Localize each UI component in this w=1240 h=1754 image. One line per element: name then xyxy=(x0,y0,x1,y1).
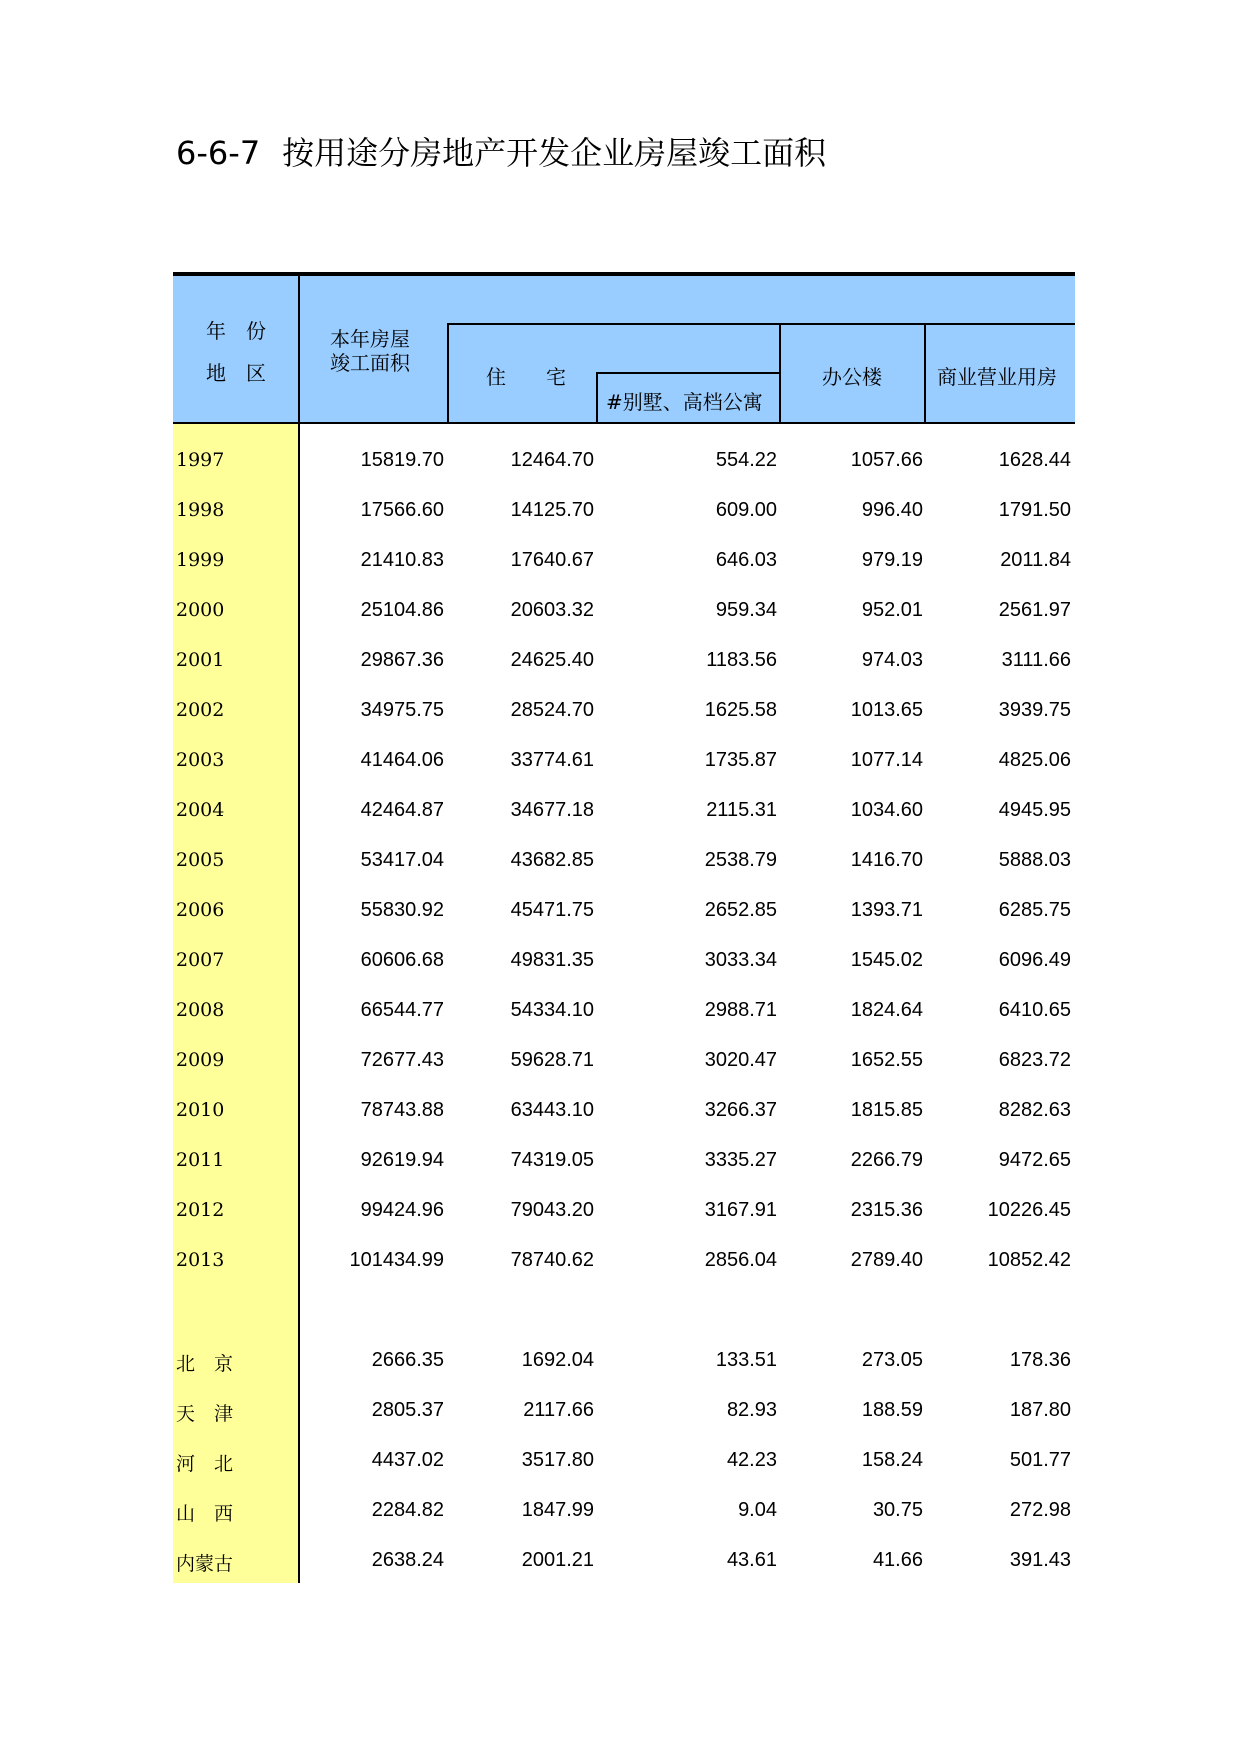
cell-villa: 2652.85 xyxy=(704,899,777,921)
cell-total: 21410.83 xyxy=(360,549,444,571)
cell-villa: 3020.47 xyxy=(704,1049,777,1071)
cell-residential: 49831.35 xyxy=(510,949,594,971)
cell-total: 42464.87 xyxy=(360,799,444,821)
cell-commercial: 178.36 xyxy=(1009,1349,1071,1371)
cell-commercial: 8282.63 xyxy=(998,1099,1071,1121)
cell-total: 92619.94 xyxy=(360,1149,444,1171)
row-label: 2003 xyxy=(176,749,225,771)
header-total xyxy=(330,327,410,375)
cell-office: 1393.71 xyxy=(850,899,923,921)
row-label: 2005 xyxy=(176,849,225,871)
table-title: 按用途分房地产开发企业房屋竣工面积 xyxy=(282,134,827,172)
cell-residential: 34677.18 xyxy=(510,799,594,821)
header-commercial: 商业营业用房 xyxy=(937,365,1057,389)
cell-commercial: 391.43 xyxy=(1009,1549,1071,1571)
table-row-year xyxy=(0,931,1240,981)
cell-villa: 2856.04 xyxy=(704,1249,777,1271)
cell-villa: 2988.71 xyxy=(704,999,777,1021)
table-code: 6-6-7 xyxy=(176,134,261,172)
cell-residential: 74319.05 xyxy=(510,1149,594,1171)
cell-residential: 43682.85 xyxy=(510,849,594,871)
cell-commercial: 4825.06 xyxy=(998,749,1071,771)
table-row-year xyxy=(0,431,1240,481)
table-row-year xyxy=(0,731,1240,781)
row-label: 1997 xyxy=(176,449,225,471)
cell-villa: 646.03 xyxy=(715,549,777,571)
cell-commercial: 6410.65 xyxy=(998,999,1071,1021)
cell-office: 952.01 xyxy=(861,599,923,621)
page-title xyxy=(176,128,826,174)
cell-office: 974.03 xyxy=(861,649,923,671)
cell-total: 29867.36 xyxy=(360,649,444,671)
cell-commercial: 6096.49 xyxy=(998,949,1071,971)
table-row-year xyxy=(0,1181,1240,1231)
cell-office: 273.05 xyxy=(861,1349,923,1371)
cell-office: 979.19 xyxy=(861,549,923,571)
cell-residential: 59628.71 xyxy=(510,1049,594,1071)
cell-commercial: 6823.72 xyxy=(998,1049,1071,1071)
row-label: 内蒙古 xyxy=(176,1553,234,1575)
cell-residential: 1692.04 xyxy=(521,1349,594,1371)
cell-residential: 28524.70 xyxy=(510,699,594,721)
cell-villa: 82.93 xyxy=(726,1399,777,1421)
cell-total: 99424.96 xyxy=(360,1199,444,1221)
cell-villa: 2115.31 xyxy=(706,799,777,821)
table-row-year xyxy=(0,1131,1240,1181)
cell-office: 1545.02 xyxy=(850,949,923,971)
table-row-year xyxy=(0,1081,1240,1131)
cell-office: 188.59 xyxy=(861,1399,923,1421)
table-row-year xyxy=(0,531,1240,581)
header-subgroup-rule xyxy=(447,323,1075,325)
cell-total: 2666.35 xyxy=(371,1349,444,1371)
table-row-year xyxy=(0,781,1240,831)
cell-office: 1077.14 xyxy=(850,749,923,771)
cell-residential: 2117.66 xyxy=(523,1399,594,1421)
row-label: 2013 xyxy=(176,1249,225,1271)
table-row-region xyxy=(0,1431,1240,1481)
cell-total: 4437.02 xyxy=(371,1449,444,1471)
cell-villa: 3167.91 xyxy=(704,1199,777,1221)
table-row-year xyxy=(0,1031,1240,1081)
header-divider-2 xyxy=(596,372,598,424)
row-label: 1999 xyxy=(176,549,225,571)
cell-villa: 609.00 xyxy=(715,499,777,521)
cell-residential: 45471.75 xyxy=(510,899,594,921)
cell-total: 41464.06 xyxy=(360,749,444,771)
cell-total: 78743.88 xyxy=(360,1099,444,1121)
cell-office: 2315.36 xyxy=(850,1199,923,1221)
cell-villa: 959.34 xyxy=(715,599,777,621)
cell-commercial: 1628.44 xyxy=(998,449,1071,471)
cell-villa: 3033.34 xyxy=(704,949,777,971)
table-row-year xyxy=(0,981,1240,1031)
cell-villa: 554.22 xyxy=(715,449,777,471)
row-label: 2007 xyxy=(176,949,225,971)
row-label: 2008 xyxy=(176,999,225,1021)
header-villa-rule xyxy=(596,372,781,374)
header-year: 年 份 xyxy=(206,319,266,343)
cell-total: 2284.82 xyxy=(371,1499,444,1521)
cell-commercial: 10852.42 xyxy=(987,1249,1071,1271)
cell-residential: 20603.32 xyxy=(510,599,594,621)
cell-office: 1824.64 xyxy=(850,999,923,1021)
cell-residential: 14125.70 xyxy=(510,499,594,521)
cell-total: 72677.43 xyxy=(360,1049,444,1071)
row-label: 2012 xyxy=(176,1199,225,1221)
cell-commercial: 4945.95 xyxy=(998,799,1071,821)
cell-total: 2805.37 xyxy=(371,1399,444,1421)
cell-commercial: 501.77 xyxy=(1009,1449,1071,1471)
cell-commercial: 3111.66 xyxy=(1001,649,1071,671)
cell-villa: 3266.37 xyxy=(704,1099,777,1121)
row-label: 1998 xyxy=(176,499,225,521)
table-row-year xyxy=(0,1231,1240,1281)
cell-villa: 1735.87 xyxy=(704,749,777,771)
header-divider-1 xyxy=(447,323,449,424)
cell-commercial: 1791.50 xyxy=(998,499,1071,521)
cell-total: 25104.86 xyxy=(360,599,444,621)
table-row-year xyxy=(0,481,1240,531)
table-row-region xyxy=(0,1531,1240,1581)
cell-total: 101434.99 xyxy=(349,1249,444,1271)
cell-residential: 33774.61 xyxy=(510,749,594,771)
cell-commercial: 9472.65 xyxy=(998,1149,1071,1171)
cell-residential: 2001.21 xyxy=(521,1549,594,1571)
cell-villa: 43.61 xyxy=(726,1549,777,1571)
cell-total: 66544.77 xyxy=(360,999,444,1021)
cell-residential: 24625.40 xyxy=(510,649,594,671)
table-row-region xyxy=(0,1481,1240,1531)
row-label: 2004 xyxy=(176,799,225,821)
cell-commercial: 3939.75 xyxy=(998,699,1071,721)
header-total-line1: 本年房屋 xyxy=(330,327,410,351)
header-bottom-rule xyxy=(173,422,1075,424)
table-row-region xyxy=(0,1381,1240,1431)
cell-total: 17566.60 xyxy=(360,499,444,521)
cell-office: 1013.65 xyxy=(850,699,923,721)
cell-total: 34975.75 xyxy=(360,699,444,721)
table-row-year xyxy=(0,681,1240,731)
cell-residential: 12464.70 xyxy=(510,449,594,471)
cell-office: 1815.85 xyxy=(850,1099,923,1121)
cell-residential: 79043.20 xyxy=(510,1199,594,1221)
cell-total: 2638.24 xyxy=(371,1549,444,1571)
row-label: 2009 xyxy=(176,1049,225,1071)
cell-total: 15819.70 xyxy=(360,449,444,471)
cell-residential: 78740.62 xyxy=(510,1249,594,1271)
cell-office: 1652.55 xyxy=(850,1049,923,1071)
row-label: 2002 xyxy=(176,699,225,721)
cell-residential: 17640.67 xyxy=(510,549,594,571)
cell-office: 1416.70 xyxy=(850,849,923,871)
table-row-region xyxy=(0,1331,1240,1381)
row-label: 河 北 xyxy=(176,1453,234,1475)
cell-commercial: 10226.45 xyxy=(987,1199,1071,1221)
cell-commercial: 187.80 xyxy=(1009,1399,1071,1421)
header-total-line2: 竣工面积 xyxy=(330,351,410,375)
table-row-year xyxy=(0,581,1240,631)
cell-commercial: 2561.97 xyxy=(998,599,1071,621)
cell-commercial: 272.98 xyxy=(1009,1499,1071,1521)
header-divider-4 xyxy=(924,323,926,424)
cell-commercial: 5888.03 xyxy=(998,849,1071,871)
cell-office: 41.66 xyxy=(872,1549,923,1571)
row-label: 2011 xyxy=(176,1149,225,1171)
cell-office: 2789.40 xyxy=(850,1249,923,1271)
header-residential: 住 宅 xyxy=(486,365,566,389)
table-row-year xyxy=(0,631,1240,681)
header-villa: #别墅、高档公寓 xyxy=(606,390,763,414)
cell-commercial: 2011.84 xyxy=(1000,549,1071,571)
row-label: 天 津 xyxy=(176,1403,234,1425)
cell-villa: 1183.56 xyxy=(706,649,777,671)
cell-office: 996.40 xyxy=(861,499,923,521)
table-row-year xyxy=(0,881,1240,931)
row-label: 2001 xyxy=(176,649,225,671)
table-row-year xyxy=(0,831,1240,881)
cell-office: 1034.60 xyxy=(850,799,923,821)
cell-villa: 2538.79 xyxy=(704,849,777,871)
cell-residential: 3517.80 xyxy=(521,1449,594,1471)
cell-residential: 63443.10 xyxy=(510,1099,594,1121)
cell-residential: 1847.99 xyxy=(521,1499,594,1521)
cell-commercial: 6285.75 xyxy=(998,899,1071,921)
cell-office: 158.24 xyxy=(861,1449,923,1471)
cell-office: 1057.66 xyxy=(850,449,923,471)
header-office: 办公楼 xyxy=(822,365,882,389)
cell-villa: 42.23 xyxy=(726,1449,777,1471)
row-label: 2000 xyxy=(176,599,225,621)
header-region: 地 区 xyxy=(206,361,266,385)
cell-total: 55830.92 xyxy=(360,899,444,921)
cell-office: 30.75 xyxy=(872,1499,923,1521)
row-label: 山 西 xyxy=(176,1503,234,1525)
row-label: 2010 xyxy=(176,1099,225,1121)
cell-villa: 3335.27 xyxy=(704,1149,777,1171)
cell-office: 2266.79 xyxy=(850,1149,923,1171)
cell-villa: 133.51 xyxy=(715,1349,777,1371)
cell-villa: 1625.58 xyxy=(704,699,777,721)
cell-total: 53417.04 xyxy=(360,849,444,871)
row-label: 2006 xyxy=(176,899,225,921)
cell-total: 60606.68 xyxy=(360,949,444,971)
cell-residential: 54334.10 xyxy=(510,999,594,1021)
row-label: 北 京 xyxy=(176,1353,234,1375)
cell-villa: 9.04 xyxy=(738,1499,777,1521)
